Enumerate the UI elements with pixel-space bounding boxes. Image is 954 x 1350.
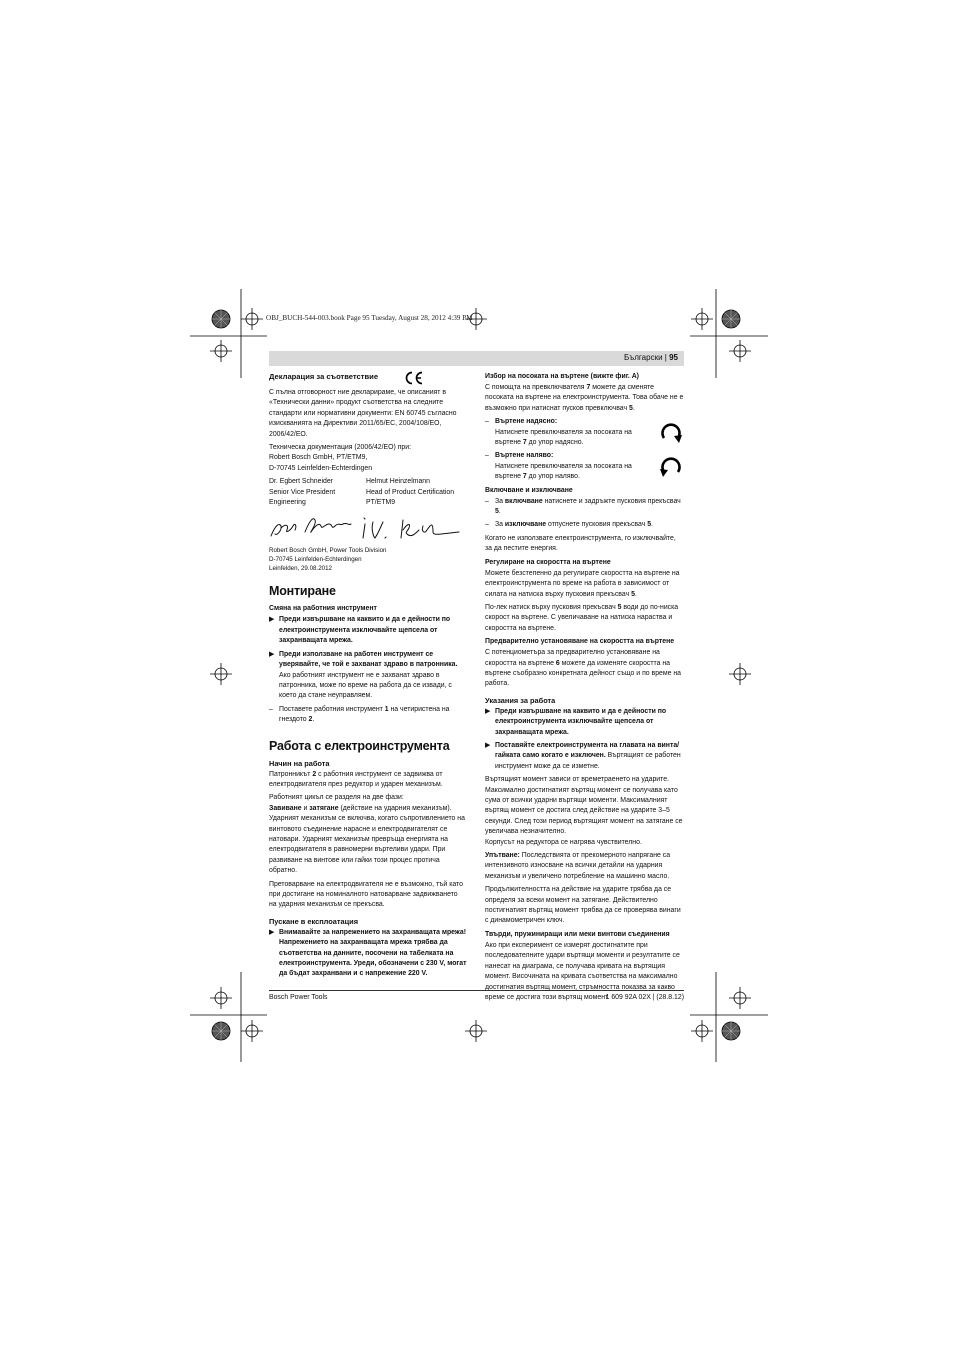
- bullet-item: [269, 650, 467, 702]
- sig2-role1: Head of Product Certification: [366, 488, 455, 496]
- triangle-right-icon: ▶: [269, 928, 275, 936]
- tips-bullet-2-bold: Поставяйте електроинструмента на главата на винта/гайката само когато е изключен.: [495, 741, 680, 760]
- text-span: С помощта на превключвателя: [485, 384, 587, 391]
- bullet-item: [269, 928, 467, 980]
- tech-addr1: Robert Bosch GmbH, PT/ETM9,: [269, 454, 368, 462]
- registration-target-icon: [691, 308, 713, 330]
- text-span: .: [651, 521, 653, 529]
- text-span: Натиснете превключвателя за посоката на въртене: [495, 428, 632, 447]
- speed-paragraph-2: [485, 603, 684, 634]
- dash-item: [485, 497, 684, 518]
- text-span: С потенциометъра за предварително установяване на скоростта на въртене: [485, 649, 660, 667]
- mode-paragraph-5: Претоварване на електродвигателя не е възможно, тъй като при достигане на номиналното натоварване задвижването на ударния механизъм се прекъсва.: [269, 880, 463, 909]
- registration-target-icon: [210, 987, 232, 1009]
- dash-marker: –: [485, 521, 489, 529]
- change-dash-text-b: на четиристена на гнездото: [279, 705, 450, 724]
- text-bold: затягане: [309, 804, 339, 812]
- right-column: [485, 372, 684, 1006]
- rotate-left-icon: [658, 453, 684, 479]
- text-span: .: [498, 508, 501, 516]
- signatory-2: [366, 477, 454, 508]
- dash-marker: –: [485, 497, 489, 505]
- signatory-row: [269, 477, 467, 508]
- mode-paragraph-3: [269, 804, 467, 814]
- registration-disc-icon: [212, 310, 230, 328]
- ref-number: 1: [384, 705, 389, 713]
- registration-target-icon: [210, 340, 232, 362]
- change-dash-text-c: .: [312, 716, 315, 724]
- heading-direction: Избор на посоката на въртене (вижте фиг. А): [485, 373, 639, 380]
- registration-target-icon: [241, 308, 263, 330]
- text-bold: Упътване:: [485, 852, 520, 860]
- text-span: (действие на ударния механизъм).: [338, 804, 452, 812]
- company-line3: Leinfelden, 29.08.2012: [269, 565, 332, 573]
- registration-target-icon: [465, 1020, 487, 1042]
- company-line1: Robert Bosch GmbH, Power Tools Division: [269, 547, 387, 555]
- text-span: с работния инструмент се задвижва от електродвигателя през редуктор и ударен механизъм.: [269, 770, 443, 788]
- text-span: води до по-ниска скорост на въртене. С увеличаване на натиска нараства и скоростта на въртене.: [485, 603, 679, 632]
- registration-target-icon: [729, 987, 751, 1009]
- header-page-number: 95: [669, 353, 678, 362]
- tips-paragraph-3: Продължителността на действие на ударите трябва да се определя за всеки момент на затягане. Действително постигнатият въртящ момент трябва да се проверява винаги с динамометричен ключ.: [485, 886, 681, 925]
- ref-number: 7: [586, 384, 591, 391]
- text-span: можете да изменяте скоростта на въртене съобразно конкретната дейност също и по време на работа.: [485, 659, 681, 688]
- sig1-name: Dr. Egbert Schneider: [269, 478, 333, 486]
- decl-text: С пълна отговорност ние декларираме, че описаният в «Технически данни» продукт съответства на следните стандарти или нормативни документи: EN 60745 съгласно изискванията на Директиви 2011/65/EC, 2004/108/EO, 2006/42/EO.: [269, 389, 457, 438]
- heading-speed: Регулиране на скоростта на въртене: [485, 558, 611, 566]
- heading-change-tool: Смяна на работния инструмент: [269, 605, 377, 613]
- mode-paragraph-4: Ударният механизъм се включва, когато съпротивлението на винтовото съединение нарасне и електродвигателят се натовари. Ударният механизъм превръща енергията на електродвигателя в равномерни въртеливи удари. При развиване на винтове или гайки този процес протича обратно.: [269, 815, 465, 875]
- page-header: [269, 351, 684, 366]
- text-span: За: [495, 497, 505, 505]
- text-span: Можете безстепенно да регулирате скоростта на въртене на електроинструмента по време на работа в зависимост от силата на натиска върху пусковия прекъсвач: [485, 569, 680, 598]
- heading-operation: Работа с електроинструмента: [269, 738, 450, 753]
- change-bullet-2-bold: Преди използване на работен инструмент се уверявайте, че той е захванат здраво в патронника.: [279, 650, 458, 669]
- direction-paragraph: [485, 383, 684, 414]
- text-bold: Завиване: [269, 804, 302, 812]
- sig1-role2: Engineering: [269, 499, 306, 507]
- triangle-right-icon: ▶: [269, 650, 275, 658]
- joints-paragraph: Ако при експеримент се измерят достигнатите при последователните удари въртящи моменти и резултатите се нанесат на диаграма, се получава кривата на въртящия момент. Височината на кривата съответства на максимално достигнатия въртящ момент, стръмността показва за какво време се достига този въртящ момент.: [485, 941, 680, 1001]
- text-span: Патронникът: [269, 770, 313, 778]
- mode-paragraph-2: Работният цикъл се разделя на две фази:: [269, 794, 404, 802]
- text-span: .: [634, 590, 637, 598]
- change-bullet-1: Преди извършване на каквито и да е дейности по електроинструмента изключвайте щепсела от захранващата мрежа.: [279, 616, 451, 645]
- footer-rule: [269, 990, 684, 991]
- tips-paragraph-1: Въртящият момент зависи от времетраенето на ударите. Максимално достигнатият въртящ момент се получава като сума от всички ударни въртящи моменти. Максималният въртящ момент се достига след действие на ударите 3–5 секунди. След този период въртящият момент на затягане се увеличава незначително.: [485, 776, 683, 836]
- speed-paragraph-1: [485, 569, 684, 600]
- triangle-right-icon: ▶: [269, 616, 275, 624]
- heading-tips: Указания за работа: [485, 695, 556, 705]
- print-info-line: OBJ_BUCH-544-003.book Page 95 Tuesday, August 28, 2012 4:39 PM: [266, 314, 473, 322]
- tech-addr2: D-70745 Leinfelden-Echterdingen: [269, 464, 373, 472]
- signatory-1: [269, 477, 366, 508]
- decl-heading-row: [269, 372, 467, 388]
- footer-right: 1 609 92A 02X | (28.8.12): [605, 994, 684, 1001]
- ref-number: 5: [628, 404, 633, 412]
- text-span: до упор надясно.: [526, 439, 584, 447]
- tips-paragraph-1b: Корпусът на редуктора се нагрява чувствително.: [485, 838, 642, 846]
- start-bullet-1: Внимавайте за напрежението на захранващата мрежа! Напрежението на захранващата мрежа трябва да съответства на данните, посочени на табелката на електроинструмента. Уреди, обозначени с 230 V, могат да бъдат захранвани и с напрежение 220 V.: [279, 928, 467, 978]
- sig2-role2: PT/ETM9: [366, 499, 396, 507]
- direction-ccw-title: Въртене наляво:: [495, 452, 554, 460]
- header-language: Български: [624, 353, 663, 362]
- heading-mode: Начин на работа: [269, 758, 330, 768]
- sig1-role1: Senior Vice President: [269, 488, 336, 496]
- dash-marker: –: [485, 418, 489, 426]
- ref-number: 6: [555, 659, 560, 667]
- ref-number: 5: [647, 521, 652, 529]
- registration-target-icon: [691, 1020, 713, 1042]
- bullet-item: [485, 741, 684, 772]
- text-span: и: [301, 804, 310, 812]
- mode-paragraph-1: [269, 770, 467, 791]
- change-bullet-2-text: Ако работният инструмент не е захванат здраво в патронника, може по време на работа да се извади, с което да стане неуправляем.: [279, 671, 452, 700]
- ref-number: 7: [522, 473, 527, 481]
- dash-marker: –: [269, 705, 273, 713]
- header-text: Български | 95: [624, 353, 678, 362]
- text-span: натиснете и задръжте пусковия прекъсвач: [542, 497, 681, 505]
- handwritten-signatures: [269, 512, 467, 544]
- heading-onoff: Включване и изключване: [485, 486, 573, 494]
- tips-paragraph-2: [485, 851, 684, 882]
- ref-number: 5: [495, 508, 499, 516]
- text-bold: включване: [504, 497, 543, 505]
- ref-number: 5: [631, 590, 635, 598]
- ref-number: 5: [617, 603, 622, 611]
- left-column: [269, 372, 467, 983]
- registration-disc-icon: [212, 1022, 230, 1040]
- company-block: [269, 546, 467, 573]
- dash-item: [485, 520, 684, 530]
- registration-disc-icon: [722, 310, 740, 328]
- registration-target-icon: [241, 1020, 263, 1042]
- registration-target-icon: [729, 340, 751, 362]
- decl-title: Декларация за съответствие: [269, 372, 379, 381]
- text-span: По-лек натиск върху пусковия прекъсвач: [485, 603, 618, 611]
- ref-number: 2: [308, 716, 313, 724]
- text-span: Последствията от прекомерното напрягане са интензивното износване на всички детайли на ударния механизъм и увеличено потребление на машинно масло.: [485, 852, 671, 880]
- sig2-name: Helmut Heinzelmann: [366, 478, 430, 486]
- footer-left: Bosch Power Tools: [269, 994, 328, 1001]
- text-span: можете да сменяте посоката на въртене на електроинструмента. Това обаче не е възможно при натиснат пусков превключвач: [485, 384, 684, 412]
- registration-target-icon: [210, 663, 232, 685]
- ref-number: 7: [522, 439, 527, 447]
- text-span: .: [632, 404, 635, 412]
- bullet-item: [485, 707, 684, 738]
- direction-cw-title: Въртене надясно:: [495, 418, 558, 426]
- text-span: до упор наляво.: [526, 473, 580, 481]
- ref-number: 2: [312, 770, 317, 778]
- heading-preset: Предварително установяване на скоростта на въртене: [485, 638, 675, 646]
- company-line2: D-70745 Leinfelden-Echterdingen: [269, 556, 362, 564]
- triangle-right-icon: ▶: [485, 741, 491, 749]
- dash-item: [269, 705, 467, 726]
- tech-doc: Техническа документация (2006/42/EO) при:: [269, 444, 412, 452]
- text-span: За: [495, 521, 505, 529]
- tips-bullet-1: Преди извършване на каквито и да е дейности по електроинструмента изключвайте щепсела от захранващата мрежа.: [495, 707, 667, 736]
- change-dash-text-a: Поставете работния инструмент: [279, 705, 385, 713]
- preset-paragraph: [485, 648, 684, 690]
- text-span: отпуснете пусковия прекъсвач: [546, 521, 648, 529]
- heading-start: Пускане в експлоатация: [269, 916, 359, 926]
- heading-joints: Твърди, пружиниращи или меки винтови съединения: [485, 930, 670, 938]
- ce-mark-icon: [404, 371, 424, 385]
- text-bold: изключване: [504, 521, 547, 529]
- tips-bullet-2-text: Въртящият се работен инструмент може да се изметне.: [495, 752, 681, 770]
- onoff-paragraph: Когато не използвате електроинструмента, го изключвайте, за да пестите енергия.: [485, 534, 676, 553]
- triangle-right-icon: ▶: [485, 707, 491, 715]
- text-span: Натиснете превключвателя за посоката на въртене: [495, 462, 632, 481]
- direction-cw-item: [485, 417, 684, 448]
- direction-ccw-item: [485, 451, 684, 482]
- registration-target-icon: [729, 663, 751, 685]
- bullet-item: [269, 615, 467, 646]
- heading-mounting: Монтиране: [269, 584, 336, 599]
- dash-marker: –: [485, 452, 489, 460]
- registration-disc-icon: [722, 1022, 740, 1040]
- rotate-right-icon: [658, 419, 684, 445]
